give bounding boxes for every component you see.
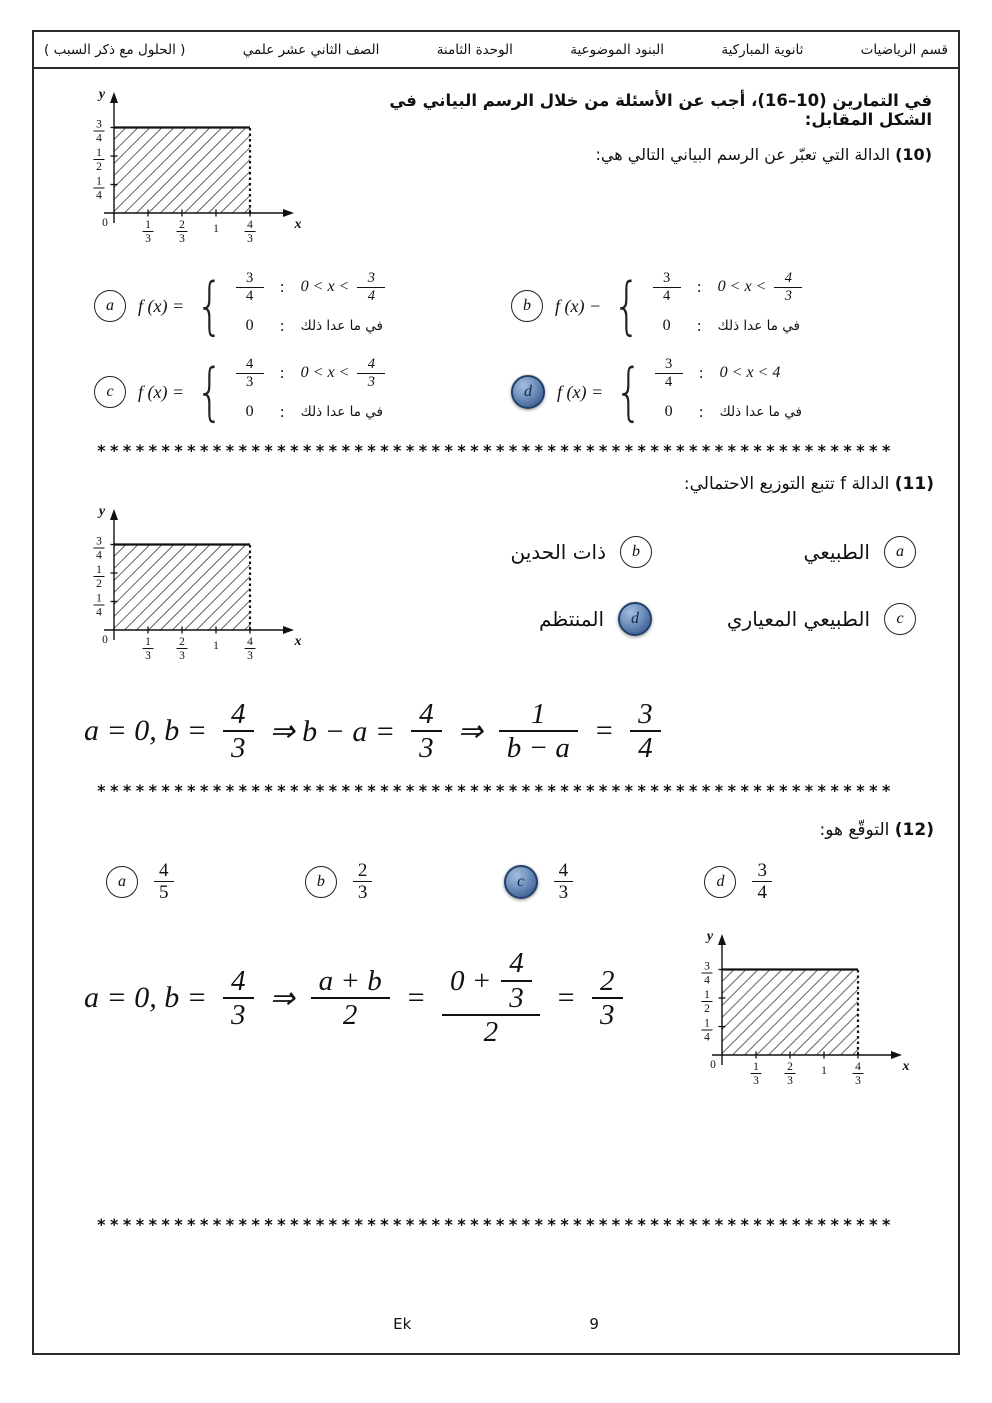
case-colon: : [279, 316, 285, 335]
svg-text:3: 3 [96, 535, 102, 548]
piecewise-cases [236, 270, 386, 341]
piecewise-case-else [655, 396, 802, 428]
case-value-fraction [236, 356, 264, 389]
svg-text:3: 3 [855, 1075, 861, 1088]
piecewise-cases [236, 356, 386, 427]
fraction-denominator: 4 [357, 287, 385, 304]
case-value-fraction [655, 356, 683, 389]
svg-text:3: 3 [753, 1075, 759, 1088]
svg-text:x: x [294, 634, 302, 649]
svg-text:4: 4 [96, 132, 102, 145]
svg-text:3: 3 [247, 233, 253, 245]
solution-fraction [499, 698, 578, 765]
svg-text:1: 1 [96, 564, 102, 576]
asterisk-separator: ************************************************************** [97, 1215, 895, 1235]
page-number: 9 [589, 1315, 599, 1333]
q12-solution-formula [50, 907, 684, 1056]
q11-option-c[interactable] [652, 602, 916, 636]
q10-option-b-circle[interactable]: b [511, 290, 543, 322]
header-school: ثانوية المباركية [721, 42, 804, 58]
q10-option-c[interactable] [94, 351, 511, 433]
svg-text:1: 1 [704, 989, 710, 1002]
fraction-numerator: 4 [231, 698, 246, 730]
q11-option-b-circle[interactable]: b [620, 536, 652, 568]
q11-options [338, 496, 942, 672]
q12-option-c[interactable] [504, 860, 574, 904]
fraction-denominator: 3 [774, 287, 802, 304]
svg-text:1: 1 [213, 223, 219, 235]
inner-fraction [501, 947, 532, 1014]
fraction-numerator: 3 [757, 859, 767, 881]
q12-graph-area [684, 907, 942, 1097]
svg-text:2: 2 [96, 161, 102, 173]
q10-option-a[interactable] [94, 265, 511, 347]
fraction-numerator: a + b [318, 964, 382, 997]
fraction-numerator: 4 [784, 270, 792, 287]
svg-text:y: y [98, 504, 106, 519]
q10-option-d[interactable] [511, 351, 928, 433]
svg-text:y: y [706, 929, 714, 945]
solution-fraction [223, 698, 254, 765]
piecewise-case-else [653, 310, 803, 342]
piecewise-case-value [236, 270, 386, 303]
q12-option-c-fraction [554, 860, 574, 904]
svg-text:3: 3 [704, 960, 710, 973]
q10-option-c-circle[interactable]: c [94, 376, 126, 408]
q11-option-b[interactable] [388, 536, 652, 568]
page-frame [32, 30, 960, 1355]
fraction-denominator: 3 [501, 980, 532, 1014]
svg-text:1: 1 [96, 592, 102, 605]
case-condition [301, 270, 386, 303]
fraction-numerator: 2 [600, 964, 615, 997]
page-footer [34, 1315, 958, 1333]
document-header [34, 32, 958, 69]
else-condition: في ما عدا ذلك [300, 317, 383, 334]
function-label: f (x) = [138, 295, 185, 316]
solution-text: ⇒ b − a = [269, 714, 396, 748]
svg-text:3: 3 [145, 233, 151, 245]
svg-text:1: 1 [704, 1017, 710, 1030]
q12-solution-section [50, 907, 942, 1097]
svg-text:2: 2 [179, 636, 185, 648]
svg-text:4: 4 [704, 974, 710, 987]
q11-section [50, 496, 942, 672]
solution-fraction [630, 698, 661, 765]
fraction-denominator: 3 [554, 881, 574, 903]
solution-text: = [593, 714, 615, 748]
q12-option-a-fraction [154, 860, 174, 904]
fraction-numerator: 3 [638, 698, 653, 730]
piecewise-case-value [655, 356, 802, 389]
fraction-denominator: 3 [411, 730, 442, 764]
uniform-density-graph [76, 83, 308, 255]
q12-prompt [50, 820, 942, 840]
else-value: 0 [664, 402, 673, 420]
piecewise-cases [653, 270, 803, 341]
q11-prompt [50, 474, 942, 494]
else-condition: في ما عدا ذلك [719, 403, 802, 420]
solution-text: = [405, 981, 426, 1015]
q10-prompt-text: الدالة التي تعبّر عن الرسم البياني التالي هي: [595, 145, 891, 164]
q12-option-b-fraction [353, 860, 373, 904]
svg-text:1: 1 [96, 175, 102, 188]
q12-number: (12) [894, 819, 934, 840]
fraction-denominator: 3 [592, 997, 623, 1031]
q12-option-a-circle[interactable]: a [106, 866, 138, 898]
fraction-denominator: 3 [357, 373, 385, 390]
header-department: قسم الرياضيات [860, 42, 948, 58]
numerator-text: 0 + [449, 964, 492, 997]
svg-text:4: 4 [96, 189, 102, 202]
svg-text:1: 1 [213, 640, 219, 652]
piecewise-brace: { [196, 354, 224, 428]
piecewise-case-value [236, 356, 386, 389]
case-colon: : [279, 402, 285, 421]
else-value: 0 [662, 316, 671, 334]
uniform-density-graph [684, 925, 916, 1097]
svg-text:y: y [98, 87, 106, 102]
piecewise-brace: { [613, 268, 641, 342]
q10-text [338, 79, 942, 255]
solution-text: a = 0, b = [84, 714, 207, 748]
fraction-numerator: 4 [231, 964, 246, 997]
fraction-denominator: 3 [223, 997, 254, 1031]
asterisk-separator: ************************************************************** [97, 780, 895, 800]
piecewise-case-else [236, 310, 386, 342]
case-colon: : [696, 278, 702, 296]
function-label: f (x) = [138, 381, 185, 402]
q10-graph-area [50, 79, 338, 255]
svg-text:3: 3 [179, 233, 185, 245]
case-colon: : [279, 278, 285, 296]
svg-text:x: x [294, 217, 302, 232]
q10-option-d-circle[interactable]: d [511, 375, 545, 409]
condition-text: 0 < x < [300, 364, 350, 381]
fraction-numerator: 3 [662, 270, 671, 287]
q11-solution-formula [50, 672, 942, 773]
q10-prompt [344, 145, 932, 164]
fraction-denominator: 2 [442, 1014, 540, 1048]
svg-text:3: 3 [247, 650, 253, 662]
else-condition: في ما عدا ذلك [300, 403, 383, 420]
fraction-denominator: 4 [653, 287, 681, 304]
q12-option-a[interactable] [106, 860, 174, 904]
fraction-numerator: 3 [245, 270, 254, 287]
solution-text: a = 0, b = [84, 981, 207, 1015]
q12-option-d-fraction [752, 860, 772, 904]
fraction-denominator: 4 [752, 881, 772, 903]
q10-number: (10) [895, 145, 932, 164]
q12-option-d[interactable] [704, 860, 772, 904]
q10-section [50, 79, 942, 255]
solution-fraction [411, 698, 442, 765]
fraction-numerator: 4 [245, 356, 254, 373]
condition-text: 0 < x < [300, 278, 350, 295]
fraction-denominator: 4 [630, 730, 661, 764]
fraction-numerator: 4 [367, 356, 375, 373]
svg-text:1: 1 [96, 147, 102, 159]
svg-text:0: 0 [710, 1059, 716, 1072]
q11-prompt-text: الدالة f تتبع التوزيع الاحتمالي: [683, 474, 890, 494]
svg-text:x: x [902, 1059, 910, 1075]
asterisk-separator: ************************************************************** [97, 441, 895, 460]
q11-option-b-label: ذات الحدين [510, 540, 606, 564]
header-item-type: البنود الموضوعية [570, 42, 664, 58]
solution-text: = [555, 981, 577, 1015]
fraction-denominator: 4 [236, 287, 264, 304]
fraction-denominator: b − a [499, 730, 578, 764]
svg-text:0: 0 [102, 217, 108, 229]
piecewise-cases [655, 356, 802, 427]
fraction-denominator: 4 [655, 373, 683, 390]
fraction-numerator [442, 947, 540, 1014]
header-grade: الصف الثاني عشر علمي [242, 42, 380, 58]
svg-text:4: 4 [704, 1031, 710, 1044]
condition-text: 0 < x < 4 [719, 364, 781, 381]
svg-text:2: 2 [704, 1003, 710, 1016]
svg-text:1: 1 [753, 1061, 759, 1074]
function-label: f (x) = [557, 381, 604, 402]
q11-option-a-label: الطبيعي [803, 540, 870, 564]
q11-option-d[interactable] [388, 602, 652, 636]
q11-option-a-circle[interactable]: a [884, 536, 916, 568]
q11-option-a[interactable] [652, 536, 916, 568]
piecewise-brace: { [196, 268, 224, 342]
solution-text: ⇒ [457, 714, 483, 748]
function-label: f (x) − [555, 295, 602, 316]
q11-option-c-label: الطبيعي المعياري [726, 607, 870, 631]
fraction-numerator: 4 [558, 859, 569, 881]
case-colon: : [698, 402, 704, 421]
svg-text:4: 4 [247, 636, 253, 648]
svg-text:2: 2 [179, 219, 185, 231]
q12-option-b-circle[interactable]: b [305, 866, 337, 898]
footer-initials: Ek [393, 1315, 412, 1333]
case-colon: : [279, 364, 285, 382]
solution-fraction [223, 965, 254, 1032]
condition-fraction [357, 270, 385, 303]
solution-fraction [311, 965, 390, 1032]
solution-text: ⇒ [269, 981, 295, 1015]
q12-option-c-circle[interactable]: c [504, 865, 538, 899]
q12-option-b[interactable] [305, 860, 373, 904]
fraction-denominator: 5 [154, 881, 174, 903]
svg-text:4: 4 [96, 549, 102, 562]
piecewise-case-value [653, 270, 803, 303]
uniform-density-graph [76, 500, 308, 672]
header-unit: الوحدة الثامنة [436, 42, 513, 58]
q11-graph-area [50, 496, 338, 672]
condition-fraction [357, 356, 385, 389]
svg-text:4: 4 [247, 219, 253, 231]
q10-options [50, 255, 942, 433]
else-value: 0 [245, 316, 254, 334]
case-colon: : [698, 364, 704, 382]
q12-options [50, 840, 942, 904]
case-condition [301, 356, 386, 389]
q10-option-a-circle[interactable]: a [94, 290, 126, 322]
svg-text:2: 2 [96, 578, 102, 590]
svg-text:1: 1 [145, 219, 151, 231]
fraction-numerator: 1 [531, 698, 546, 730]
exercises-intro: في التمارين (10–16)، أجب عن الأسئلة من خلال الرسم البياني في الشكل المقابل: [389, 91, 932, 129]
solution-fraction [592, 965, 623, 1032]
else-value: 0 [245, 402, 254, 420]
case-condition [720, 364, 781, 382]
svg-text:3: 3 [145, 650, 151, 662]
fraction-denominator: 3 [353, 881, 373, 903]
fraction-denominator: 2 [311, 997, 390, 1031]
piecewise-case-else [236, 396, 386, 428]
q12-option-d-circle[interactable]: d [704, 866, 736, 898]
else-condition: في ما عدا ذلك [717, 317, 800, 334]
solution-nested-fraction [442, 947, 540, 1048]
q11-option-c-circle[interactable]: c [884, 603, 916, 635]
q11-number: (11) [894, 474, 934, 494]
page-content [34, 79, 958, 1234]
svg-text:1: 1 [145, 636, 151, 648]
svg-text:3: 3 [179, 650, 185, 662]
svg-text:1: 1 [821, 1065, 827, 1078]
svg-text:4: 4 [96, 606, 102, 619]
fraction-numerator: 3 [664, 356, 673, 373]
svg-text:2: 2 [787, 1061, 793, 1074]
fraction-numerator: 4 [159, 859, 169, 881]
q12-prompt-text: التوقّع هو: [819, 819, 890, 840]
q11-option-d-label: المنتظم [539, 607, 604, 631]
fraction-numerator: 4 [509, 947, 524, 980]
svg-text:3: 3 [96, 118, 102, 131]
condition-fraction [774, 270, 802, 303]
header-solutions-note: ( الحلول مع ذكر السبب ) [44, 42, 186, 58]
svg-text:0: 0 [102, 634, 108, 646]
piecewise-brace: { [615, 354, 643, 428]
fraction-numerator: 2 [357, 859, 368, 881]
q10-option-b[interactable] [511, 265, 928, 347]
case-condition [718, 270, 803, 303]
fraction-numerator: 4 [419, 698, 434, 730]
case-colon: : [696, 316, 702, 335]
q11-option-d-circle[interactable]: d [618, 602, 652, 636]
condition-text: 0 < x < [717, 278, 767, 295]
fraction-denominator: 3 [223, 730, 254, 764]
fraction-denominator: 3 [236, 373, 264, 390]
svg-text:4: 4 [855, 1061, 861, 1074]
svg-text:3: 3 [787, 1075, 793, 1088]
fraction-numerator: 3 [367, 270, 375, 287]
case-value-fraction [653, 270, 681, 303]
case-value-fraction [236, 270, 264, 303]
